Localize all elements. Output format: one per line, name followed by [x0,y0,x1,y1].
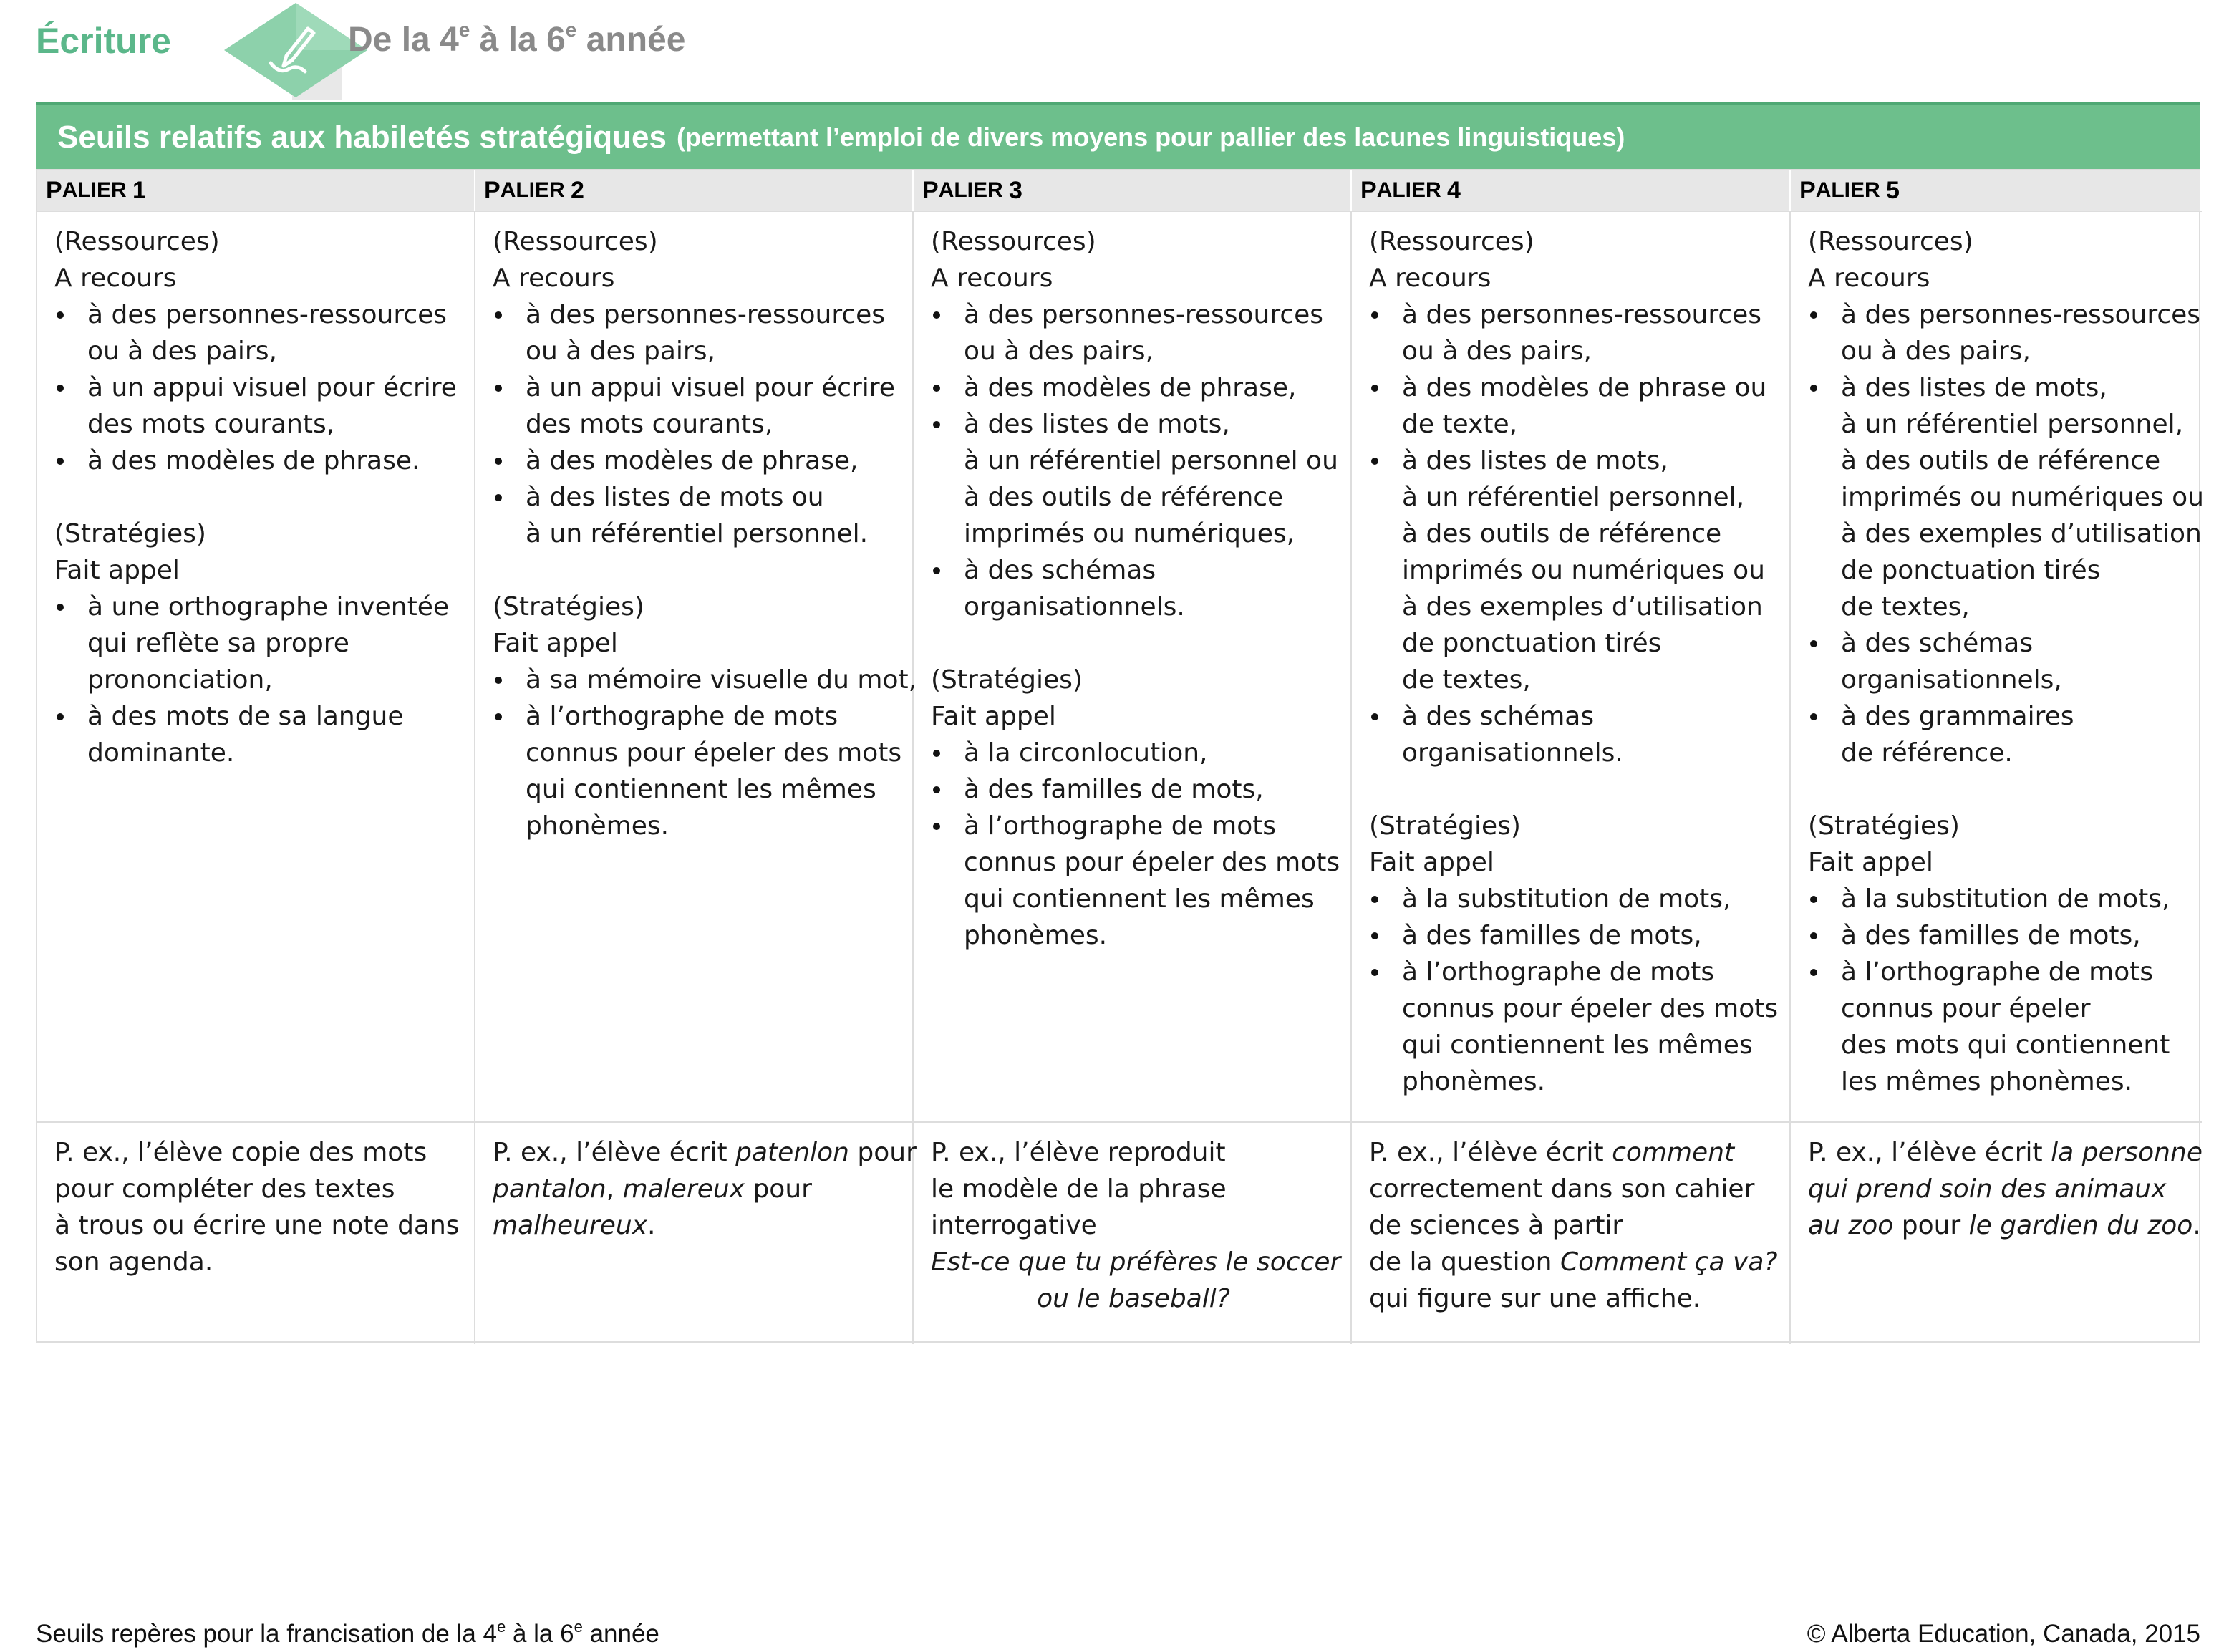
list-item-line: connus pour épeler des mots [1402,994,1779,1023]
thresholds-table [36,169,2204,1343]
list-item-line: connus pour épeler des mots [526,738,902,768]
resources-label: (Ressources) [54,227,220,256]
list-item-line: de texte, [1402,410,1518,439]
list-item-line: de ponctuation tirés [1402,629,1662,658]
list-item-line: à une orthographe inventée [87,592,449,622]
palier-1-example: P. ex., l’élève copie des mots pour compléter des textes à trous ou écrire une note dans son agenda. [37,1121,475,1344]
list-item-line: à des personnes-ressources [87,300,448,329]
column-header-palier-5: P ALIER 5 [1791,170,2202,211]
list-item-line: à des outils de référence [964,483,1284,512]
list-item-line: à des listes de mots ou [526,483,824,512]
list-item-line: à des schémas [1402,702,1595,731]
list-item-line: qui contiennent les mêmes [964,884,1315,914]
list-item-line: imprimés ou numériques ou [1841,483,2204,512]
recourse-label: A recours [931,264,1053,293]
list-item [1369,443,1775,698]
recourse-label: A recours [1369,264,1491,293]
strategies-list [493,662,917,844]
list-item-line: phonèmes. [964,921,1108,950]
list-item-line: connus pour épeler [1841,994,2091,1023]
list-item [931,369,1336,406]
list-item [1808,625,2187,698]
list-item-line: à des schémas [964,556,1156,585]
list-item-line: qui reflète sa propre [87,629,349,658]
list-item-line: dominante. [87,738,235,768]
list-item-line: ou à des pairs, [526,337,715,366]
palier-5-example: P. ex., l’élève écrit la personne qui prend soin des animaux au zoo pour le gardien du zoo. [1791,1121,2202,1344]
list-item [1808,917,2187,954]
list-item [54,369,460,443]
list-item-line: à un appui visuel pour écrire [526,373,895,402]
appeal-label: Fait appel [54,556,180,585]
list-item-line: qui contiennent les mêmes [1402,1030,1753,1060]
list-item-line: organisationnels. [964,592,1185,622]
resources-list [1369,296,1775,771]
strategies-list [1808,881,2187,1100]
list-item-line: à des exemples d’utilisation [1841,519,2202,549]
list-item-line: qui contiennent les mêmes [526,775,876,804]
list-item [54,589,460,698]
list-item [1808,698,2187,771]
list-item-line: à un référentiel personnel, [1402,483,1745,512]
list-item-line: ou à des pairs, [1841,337,2031,366]
column-header-palier-2: P ALIER 2 [475,170,914,211]
strategies-list [54,589,460,771]
list-item-line: à des familles de mots, [964,775,1264,804]
list-item [931,552,1336,625]
footer-document-title: Seuils repères pour la francisation de la 4e à la 6e année [36,1618,659,1648]
list-item [931,771,1336,808]
list-item [54,443,460,479]
table-subtitle: (permettant l’emploi de divers moyens pour pallier des lacunes linguistiques) [677,122,1625,152]
list-item-line: imprimés ou numériques, [964,519,1295,549]
list-item [1369,296,1775,369]
list-item [931,296,1336,369]
resources-list [1808,296,2204,771]
resources-list [54,296,460,479]
strategies-label: (Stratégies) [54,519,206,549]
list-item [1369,917,1775,954]
list-item-line: de référence. [1841,738,2013,768]
list-item-line: à la substitution de mots, [1841,884,2170,914]
list-item-line: à des mots de sa langue [87,702,404,731]
appeal-label: Fait appel [931,702,1056,731]
list-item-line: à un référentiel personnel. [526,519,869,549]
list-item-line: à des outils de référence [1402,519,1722,549]
list-item-line: imprimés ou numériques ou [1402,556,1765,585]
column-header-palier-4: P ALIER 4 [1352,170,1791,211]
list-item [493,369,898,443]
column-header-palier-3: P ALIER 3 [914,170,1352,211]
list-item [54,698,460,771]
list-item-line: à des modèles de phrase. [87,446,420,475]
list-item-line: à un référentiel personnel, [1841,410,2184,439]
strategies-list [1369,881,1779,1100]
list-item-line: à des schémas [1841,629,2034,658]
palier-1-content [37,211,475,1121]
list-item-line: à des modèles de phrase, [964,373,1297,402]
list-item-line: ou à des pairs, [1402,337,1592,366]
resources-label: (Ressources) [1369,227,1534,256]
column-header-palier-1: P ALIER 1 [37,170,475,211]
list-item-line: phonèmes. [1402,1067,1546,1096]
list-item-line: les mêmes phonèmes. [1841,1067,2133,1096]
palier-4-content [1352,211,1791,1121]
palier-3-content [914,211,1352,1121]
list-item [931,406,1336,552]
list-item-line: à des personnes-ressources [964,300,1324,329]
list-item-line: à la circonlocution, [964,738,1208,768]
list-item-line: à l’orthographe de mots [1841,957,2154,987]
list-item [1369,954,1779,1100]
appeal-label: Fait appel [1808,848,1933,877]
list-item-line: à sa mémoire visuelle du mot, [526,665,917,695]
list-item [931,808,1340,954]
list-item [1369,369,1775,443]
resources-label: (Ressources) [493,227,658,256]
strategies-label: (Stratégies) [1369,811,1521,841]
recourse-label: A recours [493,264,615,293]
strategies-label: (Stratégies) [931,665,1083,695]
list-item-line: organisationnels. [1402,738,1623,768]
list-item-line: de ponctuation tirés [1841,556,2101,585]
list-item-line: à des listes de mots, [1841,373,2107,402]
subject-title: Écriture [36,21,171,61]
list-item [493,296,898,369]
list-item [493,698,902,844]
list-item-line: à des grammaires [1841,702,2074,731]
resources-label: (Ressources) [931,227,1096,256]
list-item [1808,954,2187,1100]
list-item-line: connus pour épeler des mots [964,848,1340,877]
recourse-label: A recours [1808,264,1930,293]
list-item [1369,698,1775,771]
list-item-line: à un appui visuel pour écrire [87,373,457,402]
list-item-line: prononciation, [87,665,273,695]
list-item-line: à des outils de référence [1841,446,2161,475]
list-item [931,735,1336,771]
list-item-line: à l’orthographe de mots [964,811,1277,841]
list-item-line: à des listes de mots, [964,410,1230,439]
list-item [493,443,898,479]
list-item-line: à des modèles de phrase, [526,446,859,475]
appeal-label: Fait appel [493,629,618,658]
list-item-line: à l’orthographe de mots [1402,957,1715,987]
list-item [493,479,898,552]
list-item-line: à des modèles de phrase ou [1402,373,1767,402]
recourse-label: A recours [54,264,177,293]
list-item-line: à la substitution de mots, [1402,884,1731,914]
list-item-line: à des exemples d’utilisation [1402,592,1763,622]
table-title: Seuils relatifs aux habiletés stratégiques [57,119,667,155]
list-item-line: de textes, [1402,665,1531,695]
list-item-line: à des listes de mots, [1402,446,1668,475]
list-item [1808,369,2204,625]
list-item-line: ou à des pairs, [964,337,1154,366]
table-title-bar [36,102,2200,169]
palier-2-content [475,211,917,1121]
resources-list [931,296,1336,625]
resources-label: (Ressources) [1808,227,1973,256]
list-item-line: ou à des pairs, [87,337,277,366]
list-item-line: phonèmes. [526,811,669,841]
list-item-line: à un référentiel personnel ou [964,446,1338,475]
list-item [493,662,917,698]
list-item [1808,881,2187,917]
list-item-line: à des familles de mots, [1402,921,1702,950]
list-item-line: organisationnels, [1841,665,2062,695]
list-item [54,296,460,369]
palier-4-example: P. ex., l’élève écrit comment correctement dans son cahier de sciences à partir de la question Comment ça va? qui figure sur une affiche. [1352,1121,1791,1344]
list-item-line: à des personnes-ressources [1841,300,2201,329]
list-item-line: des mots courants, [87,410,335,439]
list-item-line: à des familles de mots, [1841,921,2141,950]
list-item-line: des mots courants, [526,410,773,439]
palier-5-content [1791,211,2202,1121]
list-item [1808,296,2201,369]
strategies-list [931,735,1340,954]
list-item-line: de textes, [1841,592,1970,622]
palier-3-example: P. ex., l’élève reproduit le modèle de la phrase interrogative Est-ce que tu préfères le soccer ou le baseball? [914,1121,1352,1344]
list-item-line: des mots qui contiennent [1841,1030,2170,1060]
list-item-line: à des personnes-ressources [526,300,886,329]
palier-2-example: P. ex., l’élève écrit patenlon pour pantalon, malereux pour malheureux. [475,1121,914,1344]
appeal-label: Fait appel [1369,848,1494,877]
list-item-line: à des personnes-ressources [1402,300,1762,329]
page-header [36,0,895,100]
resources-list [493,296,898,552]
strategies-label: (Stratégies) [1808,811,1960,841]
footer-copyright: © Alberta Education, Canada, 2015 [1807,1620,2200,1648]
strategies-label: (Stratégies) [493,592,644,622]
list-item-line: à l’orthographe de mots [526,702,838,731]
grade-range: De la 4e à la 6e année [348,19,686,59]
list-item [1369,881,1775,917]
